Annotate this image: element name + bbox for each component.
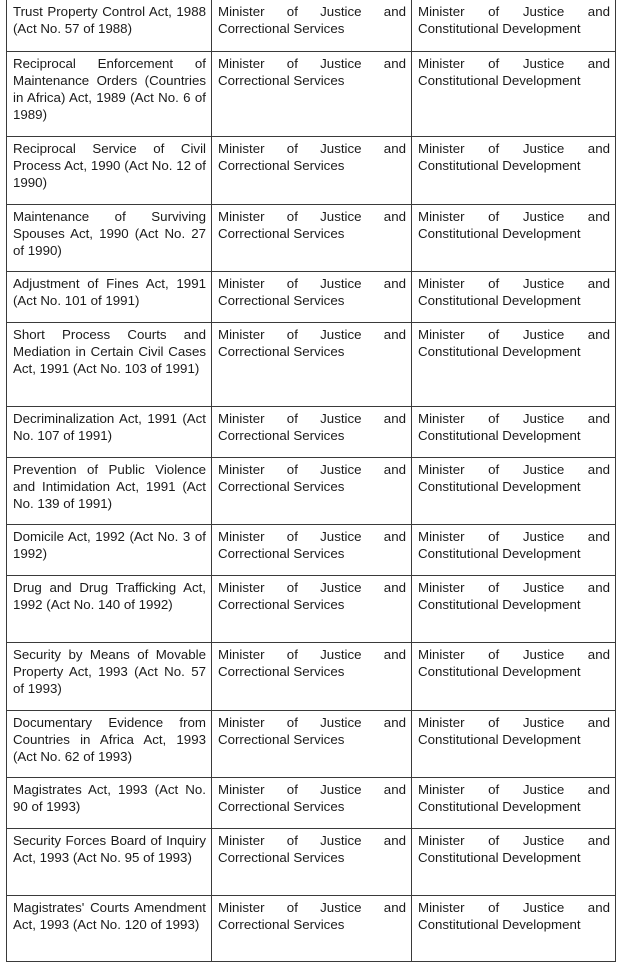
table-row bbox=[7, 271, 616, 322]
responsible-minister: Minister of Justice and Constitutional Development bbox=[412, 710, 616, 777]
table-row bbox=[7, 136, 616, 204]
act-title: Domicile Act, 1992 (Act No. 3 of 1992) bbox=[7, 524, 212, 575]
table-row bbox=[7, 0, 616, 51]
table-row bbox=[7, 524, 616, 575]
act-title: Security by Means of Movable Property Act, 1993 (Act No. 57 of 1993) bbox=[7, 642, 212, 710]
administering-minister: Minister of Justice and Correctional Services bbox=[212, 710, 412, 777]
legislation-table bbox=[6, 0, 616, 962]
responsible-minister: Minister of Justice and Constitutional Development bbox=[412, 524, 616, 575]
administering-minister: Minister of Justice and Correctional Services bbox=[212, 271, 412, 322]
responsible-minister: Minister of Justice and Constitutional Development bbox=[412, 895, 616, 961]
administering-minister: Minister of Justice and Correctional Services bbox=[212, 406, 412, 457]
act-title: Trust Property Control Act, 1988 (Act No. 57 of 1988) bbox=[7, 0, 212, 51]
responsible-minister: Minister of Justice and Constitutional Development bbox=[412, 136, 616, 204]
table-row bbox=[7, 575, 616, 642]
administering-minister: Minister of Justice and Correctional Services bbox=[212, 575, 412, 642]
administering-minister: Minister of Justice and Correctional Services bbox=[212, 895, 412, 961]
table-row bbox=[7, 777, 616, 828]
act-title: Magistrates Act, 1993 (Act No. 90 of 1993) bbox=[7, 777, 212, 828]
responsible-minister: Minister of Justice and Constitutional Development bbox=[412, 406, 616, 457]
act-title: Reciprocal Enforcement of Maintenance Orders (Countries in Africa) Act, 1989 (Act No. 6 of 1989) bbox=[7, 51, 212, 136]
administering-minister: Minister of Justice and Correctional Services bbox=[212, 0, 412, 51]
administering-minister: Minister of Justice and Correctional Services bbox=[212, 524, 412, 575]
table-row bbox=[7, 406, 616, 457]
table-row bbox=[7, 51, 616, 136]
administering-minister: Minister of Justice and Correctional Services bbox=[212, 322, 412, 406]
act-title: Short Process Courts and Mediation in Certain Civil Cases Act, 1991 (Act No. 103 of 1991) bbox=[7, 322, 212, 406]
act-title: Security Forces Board of Inquiry Act, 1993 (Act No. 95 of 1993) bbox=[7, 828, 212, 895]
table-row bbox=[7, 204, 616, 271]
administering-minister: Minister of Justice and Correctional Services bbox=[212, 457, 412, 524]
responsible-minister: Minister of Justice and Constitutional Development bbox=[412, 777, 616, 828]
responsible-minister: Minister of Justice and Constitutional Development bbox=[412, 204, 616, 271]
act-title: Drug and Drug Trafficking Act, 1992 (Act No. 140 of 1992) bbox=[7, 575, 212, 642]
responsible-minister: Minister of Justice and Constitutional Development bbox=[412, 828, 616, 895]
administering-minister: Minister of Justice and Correctional Services bbox=[212, 642, 412, 710]
table-row bbox=[7, 828, 616, 895]
table-row bbox=[7, 895, 616, 961]
administering-minister: Minister of Justice and Correctional Services bbox=[212, 828, 412, 895]
responsible-minister: Minister of Justice and Constitutional Development bbox=[412, 457, 616, 524]
responsible-minister: Minister of Justice and Constitutional Development bbox=[412, 271, 616, 322]
act-title: Magistrates' Courts Amendment Act, 1993 (Act No. 120 of 1993) bbox=[7, 895, 212, 961]
administering-minister: Minister of Justice and Correctional Services bbox=[212, 51, 412, 136]
table-row bbox=[7, 457, 616, 524]
act-title: Reciprocal Service of Civil Process Act, 1990 (Act No. 12 of 1990) bbox=[7, 136, 212, 204]
responsible-minister: Minister of Justice and Constitutional Development bbox=[412, 322, 616, 406]
administering-minister: Minister of Justice and Correctional Services bbox=[212, 204, 412, 271]
act-title: Prevention of Public Violence and Intimidation Act, 1991 (Act No. 139 of 1991) bbox=[7, 457, 212, 524]
act-title: Maintenance of Surviving Spouses Act, 1990 (Act No. 27 of 1990) bbox=[7, 204, 212, 271]
responsible-minister: Minister of Justice and Constitutional Development bbox=[412, 0, 616, 51]
table-row bbox=[7, 322, 616, 406]
act-title: Documentary Evidence from Countries in Africa Act, 1993 (Act No. 62 of 1993) bbox=[7, 710, 212, 777]
responsible-minister: Minister of Justice and Constitutional Development bbox=[412, 575, 616, 642]
act-title: Adjustment of Fines Act, 1991 (Act No. 101 of 1991) bbox=[7, 271, 212, 322]
administering-minister: Minister of Justice and Correctional Services bbox=[212, 777, 412, 828]
table-row bbox=[7, 642, 616, 710]
administering-minister: Minister of Justice and Correctional Services bbox=[212, 136, 412, 204]
responsible-minister: Minister of Justice and Constitutional Development bbox=[412, 642, 616, 710]
act-title: Decriminalization Act, 1991 (Act No. 107 of 1991) bbox=[7, 406, 212, 457]
responsible-minister: Minister of Justice and Constitutional Development bbox=[412, 51, 616, 136]
table-row bbox=[7, 710, 616, 777]
